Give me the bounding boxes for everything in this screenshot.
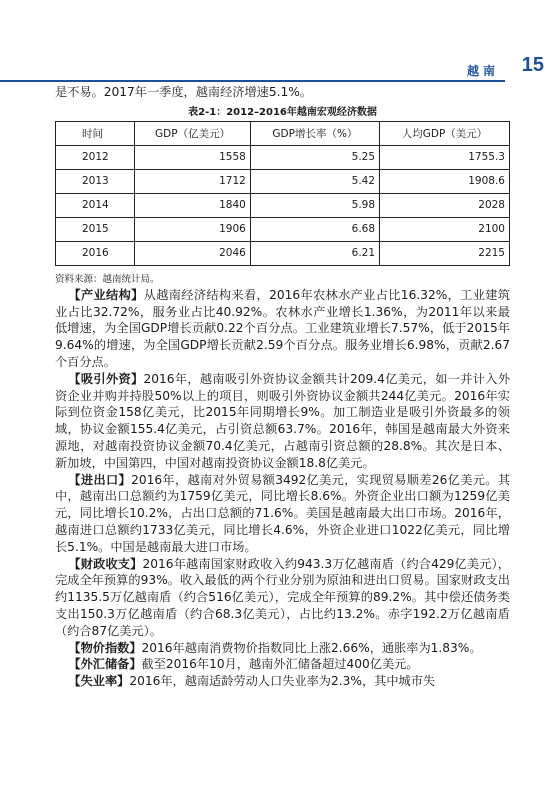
cell-growth: 6.21 (250, 241, 379, 265)
cell-per-capita: 2215 (380, 241, 510, 265)
cell-year: 2012 (56, 145, 135, 169)
cell-year: 2013 (56, 169, 135, 193)
page-number: 15 (521, 54, 544, 76)
macro-data-table (55, 121, 510, 266)
paragraph-text: 从越南经济结构来看，2016年农林水产业占比16.32%，工业建筑业占比32.72%，服务业占比40.92%。农林水产业增长1.36%，为2011年以来最低增速，为全国GDP增长贡献0.22个百分点。工业建筑业增长7.57%，低于2015年9.64%的增速，为全国GDP增长贡献2.59个百分点。服务业增长6.98%，贡献2.67个百分点。 (55, 287, 510, 369)
paragraph-fx-reserves (55, 656, 510, 673)
section-label: 【吸引外资】 (68, 371, 144, 386)
section-label: 【财政收支】 (68, 556, 143, 571)
paragraph-text: 2016年，越南对外贸易额3492亿美元，实现贸易顺差26亿美元。其中，越南出口总额约为1759亿美元，同比增长8.6%。外资企业出口额为1259亿美元，同比增长10.2%，占出口总额的71.6%。美国是越南最大出口市场。2016年，越南进口总额约1733亿美元，同比增长4.6%，外资企业进口1022亿美元，同比增长5.1%。中国是越南最大进口市场。 (55, 472, 511, 554)
table-source: 资料来源：越南统计局。 (55, 273, 160, 285)
header-gdp: GDP（亿美元） (135, 121, 251, 145)
header-rule (0, 80, 505, 82)
cell-gdp: 1906 (135, 217, 251, 241)
cell-gdp: 1558 (135, 145, 251, 169)
paragraph-price-index (55, 640, 510, 657)
paragraph-text: 2016年越南消费物价指数同比上涨2.66%，通胀率为1.83%。 (141, 640, 482, 655)
paragraph-industry-structure (55, 287, 510, 371)
section-label: 【失业率】 (68, 674, 130, 689)
country-title: 越南 (466, 64, 499, 78)
cell-per-capita: 1755.3 (380, 145, 510, 169)
table-row (56, 145, 510, 169)
cell-per-capita: 2100 (380, 217, 510, 241)
header-growth: GDP增长率（%） (250, 121, 379, 145)
paragraph-text: 2016年，越南适龄劳动人口失业率为2.3%，其中城市失 (129, 674, 436, 689)
cell-gdp: 2046 (135, 241, 251, 265)
paragraph-text: 截至2016年10月，越南外汇储备超过400亿美元。 (141, 657, 419, 672)
paragraph-unemployment (55, 673, 510, 690)
section-label: 【外汇储备】 (68, 657, 142, 672)
cell-per-capita: 2028 (380, 193, 510, 217)
paragraph-text: 2016年，越南吸引外资协议金额共计209.4亿美元，如一并计入外资企业并购并持股50%以上的项目，则吸引外资协议金额共244亿美元。2016年实际到位资金158亿美元，比2015年同期增长9%。加工制造业是吸引外资最多的领域，协议金额155.4亿美元，占引资总额63.7%。2016年，韩国是越南最大外资来源地，对越南投资协议金额70.4亿美元，占越南引资总额的28.8%。其次是日本、新加坡，中国第四，中国对越南投资协议金额18.8亿美元。 (55, 371, 511, 470)
cell-year: 2016 (56, 241, 135, 265)
section-label: 【进出口】 (68, 472, 132, 487)
paragraph-fiscal (55, 556, 510, 640)
table-row (56, 241, 510, 265)
table-header-row (56, 121, 510, 145)
cell-growth: 5.98 (250, 193, 379, 217)
header-year: 时间 (56, 121, 135, 145)
cell-gdp: 1840 (135, 193, 251, 217)
cell-growth: 5.42 (250, 169, 379, 193)
table-row (56, 217, 510, 241)
table-row (56, 193, 510, 217)
cell-per-capita: 1908.6 (380, 169, 510, 193)
cell-year: 2015 (56, 217, 135, 241)
intro-text: 是不易。2017年一季度，越南经济增速5.1%。 (55, 85, 312, 99)
cell-growth: 5.25 (250, 145, 379, 169)
paragraph-foreign-investment (55, 371, 510, 472)
section-label: 【产业结构】 (68, 287, 144, 302)
paragraph-trade (55, 472, 510, 556)
table-caption: 表2-1：2012–2016年越南宏观经济数据 (188, 106, 377, 118)
cell-growth: 6.68 (250, 217, 379, 241)
header-per-capita: 人均GDP（美元） (380, 121, 510, 145)
table-row (56, 169, 510, 193)
cell-year: 2014 (56, 193, 135, 217)
page-body (55, 84, 510, 690)
section-label: 【物价指数】 (68, 640, 142, 655)
paragraph-text: 2016年越南国家财政收入约943.3万亿越南盾（约合429亿美元），完成全年预算的93%。收入最低的两个行业分别为原油和进出口贸易。国家财政支出约1135.5万亿越南盾（约合516亿美元），完成全年预算的89.2%。其中偿还债务类支出150.3万亿越南盾（约合68.3亿美元），占比约13.2%。赤字192.2万亿越南盾（约合87亿美元）。 (55, 556, 510, 638)
cell-gdp: 1712 (135, 169, 251, 193)
